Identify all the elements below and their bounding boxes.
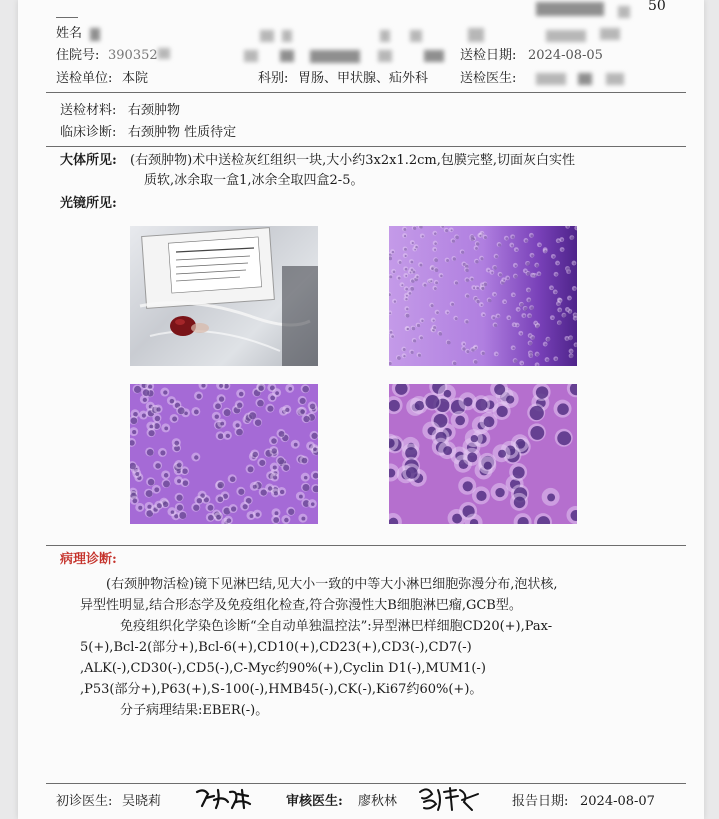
diagnosis-label: 临床诊断: [60, 125, 117, 140]
corner-number: 50 [648, 0, 666, 14]
redacted-field [280, 50, 294, 62]
footer-rule [46, 783, 686, 784]
report-date-label: 报告日期: [512, 794, 569, 809]
redacted-field [546, 30, 586, 42]
clinical-rule [46, 146, 686, 147]
he-cells-high [389, 384, 577, 524]
report-date-value: 2024-08-07 [580, 794, 655, 809]
he-cells-mid [130, 384, 318, 524]
redacted-field [600, 28, 620, 40]
redacted-field [410, 30, 422, 42]
pathology-line: 分子病理结果:EBER(-)。 [120, 703, 269, 718]
gross-line2: 质软,冰余取一盒1,冰余全取四盒2-5。 [144, 173, 364, 188]
redacted-field [380, 30, 390, 42]
redacted-top2 [618, 6, 630, 18]
signature-2 [416, 784, 482, 814]
signature-1 [194, 786, 254, 812]
redacted-name [90, 28, 100, 41]
redacted-field [424, 50, 444, 62]
gross-line1: (右颈肿物)术中送检灰红组织一块,大小约3x2x1.2cm,包膜完整,切面灰白实性 [130, 153, 576, 168]
pathology-line: (右颈肿物活检)镜下见淋巴结,见大小一致的中等大小淋巴细胞弥漫分布,泡状核, [106, 577, 558, 592]
pathology-text [80, 574, 670, 721]
initial-doctor-label: 初诊医生: [56, 794, 113, 809]
send-date-value: 2024-08-05 [528, 48, 603, 63]
redacted-field [158, 48, 170, 59]
send-date-label: 送检日期: [460, 48, 517, 63]
report-paper [18, 0, 704, 819]
redacted-top [536, 2, 604, 16]
dept-value: 胃肠、甲状腺、疝外科 [298, 71, 429, 86]
redacted-doctor [606, 73, 624, 85]
he-stain-photo-mid [130, 384, 318, 524]
redacted-doctor [536, 73, 566, 85]
name-label: 姓名 [56, 26, 83, 41]
specimen-photo [130, 226, 318, 366]
review-doctor-name: 廖秋林 [358, 794, 398, 809]
review-doctor-label: 审核医生: [286, 794, 343, 809]
micro-label: 光镜所见: [60, 196, 117, 211]
redacted-field [310, 50, 360, 63]
pathology-line: 免疫组织化学染色诊断“全自动单独温控法”:异型淋巴样细胞CD20(+),Pax- [120, 619, 553, 634]
gross-label: 大体所见: [60, 153, 117, 168]
material-label: 送检材料: [60, 103, 117, 118]
redacted-field [468, 28, 484, 42]
signature-2-stroke [416, 784, 482, 814]
initial-doctor-name: 吴晓莉 [122, 794, 162, 809]
redacted-field [282, 30, 292, 42]
dept-label: 科别: [258, 71, 289, 86]
pathology-line: ,P53(部分+),P63(+),S-100(-),HMB45(-),CK(-),Ki67约60%(+)。 [80, 682, 483, 697]
diagnosis-value: 右颈肿物 性质待定 [128, 125, 237, 140]
header-rule [46, 92, 686, 93]
redacted-field [378, 50, 392, 62]
unit-label: 送检单位: [56, 71, 113, 86]
inpatient-label: 住院号: [56, 48, 100, 63]
he-cells-low [389, 226, 577, 366]
micro-rule [46, 545, 686, 546]
redacted-field [244, 50, 258, 62]
redacted-field [260, 30, 274, 42]
pathology-line: ,ALK(-),CD30(-),CD5(-),C-Myc约90%(+),Cyclin D1(-),MUM1(-) [80, 661, 486, 676]
he-stain-photo-high [389, 384, 577, 524]
doctor-label: 送检医生: [460, 71, 517, 86]
he-stain-photo-low [389, 226, 577, 366]
material-value: 右颈肿物 [128, 103, 181, 118]
pathology-line: 5(+),Bcl-2(部分+),Bcl-6(+),CD10(+),CD23(+),CD3(-),CD7(-) [80, 640, 472, 655]
unit-value: 本院 [122, 71, 149, 86]
specimen-bag-illustration [130, 226, 318, 366]
signature-1-stroke [194, 786, 254, 812]
pathology-label: 病理诊断: [60, 552, 117, 567]
inpatient-value: 390352 [108, 48, 158, 63]
top-short-rule [56, 17, 78, 18]
pathology-line: 异型性明显,结合形态学及免疫组化检查,符合弥漫性大B细胞淋巴瘤,GCB型。 [80, 598, 522, 613]
redacted-doctor [578, 73, 592, 85]
